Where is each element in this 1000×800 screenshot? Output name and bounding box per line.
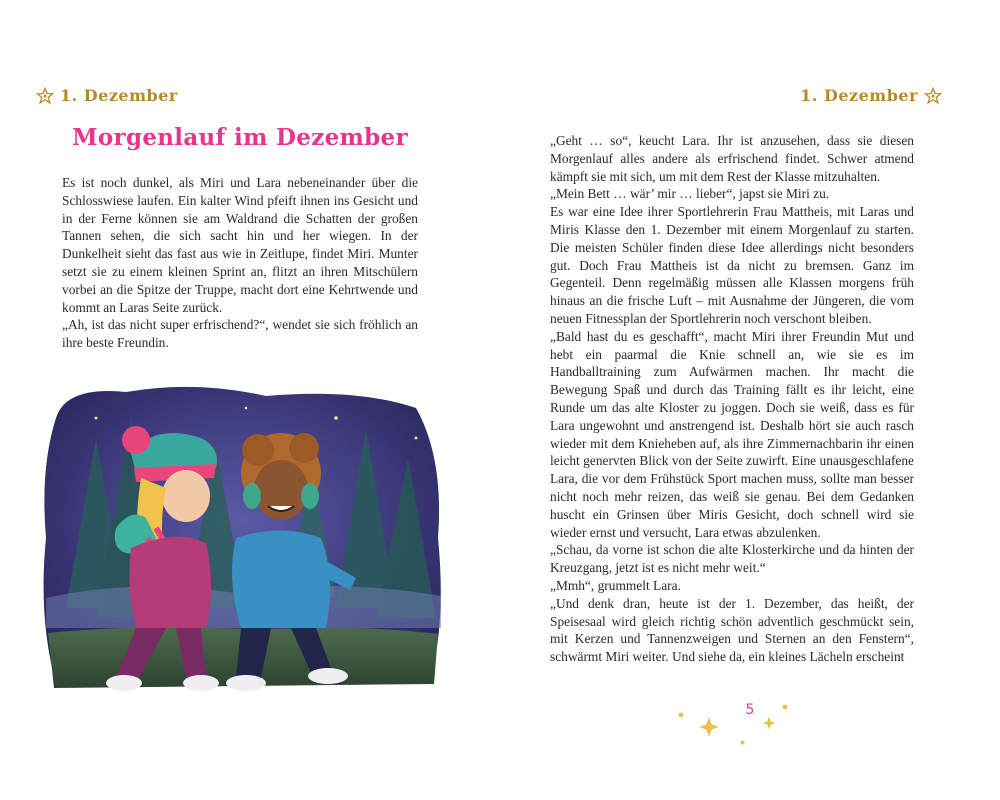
- paragraph: Es ist noch dunkel, als Miri und Lara nebeneinander über die Schlosswiese laufen. Ein kalter Wind pfeift ihnen ins Gesicht und in der Ferne können sie am Waldrand die Schatten der großen Tannen sehen, die sich sacht hin und her wiegen. In der Dunkelheit sieht das fast aus wie in Zeitlupe, findet Miri. Munter setzt sie zu einem kleinen Sprint an, flitzt an ihren Mitschülern vorbei an die Spitze der Truppe, macht dort eine Kehrtwende und kommt an Laras Seite zurück.: [62, 175, 418, 315]
- star-icon: [924, 87, 942, 105]
- sparkle-star-icon: [762, 716, 776, 730]
- chapter-label: 1. Dezember: [800, 86, 918, 105]
- paragraph: „Mein Bett … wär’ mir … lieber“, japst sie Miri zu.: [550, 186, 830, 202]
- star-icon: [36, 87, 54, 105]
- paragraph: „Mmh“, grummelt Lara.: [550, 577, 681, 593]
- paragraph: „Ah, ist das nicht super erfrischend?“, wendet sie sich fröhlich an ihre beste Freundin.: [62, 317, 418, 351]
- body-text-left: [62, 174, 418, 352]
- chapter-label: 1. Dezember: [60, 86, 178, 105]
- paragraph: „Schau, da vorne ist schon die alte Klosterkirche und da hinten der Kreuzgang, jetzt ist es nicht mehr weit.“: [550, 542, 914, 576]
- body-text-right: [550, 132, 914, 666]
- chapter-title: Morgenlauf im Dezember: [72, 124, 408, 151]
- sparkle-star-icon: [698, 716, 720, 738]
- page-number: 5: [745, 702, 755, 718]
- sparkle-star-icon: [740, 740, 745, 745]
- paragraph: „Geht … so“, keucht Lara. Ihr ist anzusehen, dass sie diesen Morgenlauf alles andere als erfrischend findet. Schwer atmend kämpft sie mit sich, um mit dem Rest der Klasse mitzuhalten.: [550, 133, 914, 184]
- paragraph: „Und denk dran, heute ist der 1. Dezember, das heißt, der Speisesaal wird gleich richtig schön adventlich geschmückt sein, mit Kerzen und Tannenzweigen und Sternen an den Fenstern“, schwärmt Miri weiter. Und siehe da, ein kleines Lächeln erscheint: [550, 595, 914, 665]
- paragraph: „Bald hast du es geschafft“, macht Miri ihrer Freundin Mut und hebt ein paarmal die Knie schnell an, wie sie es im Handballtraining zum Aufwärmen machen. Ihr macht die Bewegung Spaß und durch das Training fällt es ihr leicht, eine Runde um das alte Kloster zu joggen. Doch sie weiß, dass es für Lara ungewohnt und anstrengend ist. Deshalb hört sie auch rasch wieder mit dem Knieheben auf, als ihre Zimmernachbarin ihr einen leicht genervten Blick von der Seite zuwirft. Eine unausgeschlafene Lara, die vor dem Frühstück Sport machen muss, sollte man besser nicht noch mehr reizen, das weiß sie genau. Bei dem Gedanken huscht ein Grinsen über Miris Gesicht, doch schnell wird sie wieder ernst und versucht, Lara etwas abzulenken.: [550, 328, 914, 540]
- sparkle-star-icon: [782, 704, 788, 710]
- two-girls-jogging-illustration: [36, 378, 448, 716]
- sparkle-star-icon: [678, 712, 684, 718]
- paragraph: Es war eine Idee ihrer Sportlehrerin Frau Mattheis, mit Laras und Miris Klasse den 1. Dezember mit einem Morgenlauf zu starten. Die meisten Schüler finden diese Idee allerdings nicht besonders gut. Doch Frau Mattheis ist da nicht zu bremsen. Ganz im Gegenteil. Denn regelmäßig müssen alle Klassen morgens früh hinaus an die frische Luft – mit Ausnahme der Jüngeren, die vom neuen Fitnessplan der Sportlehrerin noch verschont bleiben.: [550, 204, 914, 326]
- right-page: [500, 0, 1000, 800]
- chapter-heading-right: [800, 86, 942, 105]
- chapter-heading-left: [36, 86, 178, 105]
